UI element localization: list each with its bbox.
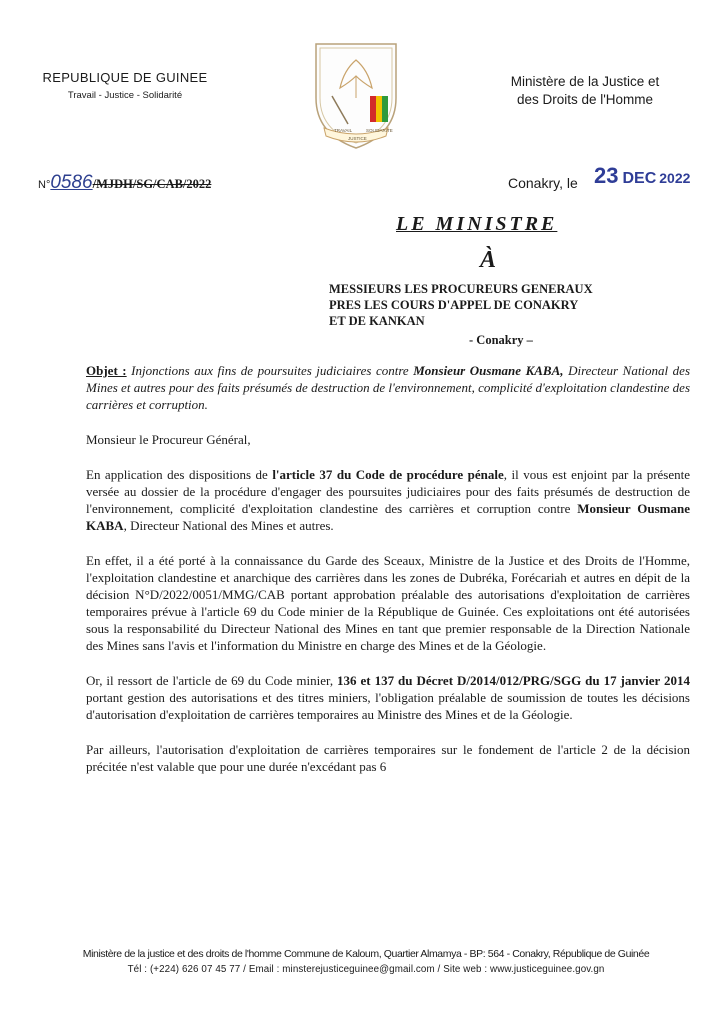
emblem-text-center: JUSTICE <box>348 136 367 141</box>
country-name: REPUBLIQUE DE GUINEE <box>42 70 208 85</box>
recipient-line-1: MESSIEURS LES PROCUREURS GENERAUX <box>329 282 593 296</box>
emblem-text-right: SOLIDARITE <box>366 128 393 133</box>
p3-bold-decree: 136 et 137 du Décret D/2014/012/PRG/SGG du 17 janvier 2014 <box>337 673 691 688</box>
reference-number <box>38 172 211 194</box>
objet-label: Objet : <box>86 363 127 378</box>
reference-suffix: /MJDH/SG/CAB/2022 <box>92 177 212 191</box>
reference-handwritten-number: 0586 <box>50 172 93 193</box>
reference-prefix: N° <box>38 179 51 191</box>
to-word: À <box>480 247 497 273</box>
recipient-city: - Conakry – <box>469 333 533 347</box>
p1-text-3: , Directeur National des Mines et autres. <box>123 518 334 533</box>
p3-text-1: Or, il ressort de l'article de 69 du Code minier, <box>86 673 334 688</box>
date-stamp-year: 2022 <box>659 170 691 186</box>
place-label: Conakry, le <box>508 175 578 191</box>
date-stamp-month: DEC <box>622 170 657 187</box>
paragraph-1 <box>86 466 690 534</box>
date-stamp <box>594 163 690 189</box>
objet-paragraph <box>86 362 690 413</box>
recipient-block <box>329 281 593 348</box>
objet-name: Monsieur Ousmane KABA, <box>413 363 564 378</box>
footer-address: Ministère de la justice et des droits de l'homme Commune de Kaloum, Quartier Almamya - BP: 564 - Conakry, République de Guinée <box>82 948 650 960</box>
paragraph-3 <box>86 672 690 723</box>
coat-of-arms-emblem <box>304 36 408 154</box>
recipient-line-3: ET DE KANKAN <box>329 314 425 328</box>
date-stamp-day: 23 <box>594 163 619 188</box>
objet-text-1: Injonctions aux fins de poursuites judiciaires contre <box>131 363 409 378</box>
coat-of-arms-icon <box>304 36 408 154</box>
national-motto: Travail - Justice - Solidarité <box>67 90 183 101</box>
p1-text-1: En application des dispositions de <box>86 467 268 482</box>
letter-body <box>86 362 690 793</box>
p3-text-2: portant gestion des autorisations et des titres miniers, l'obligation préalable de soumission de toutes les décisions d'autorisation d'exploitation de carrières temporaires au Ministre des Mines et de la Géologie. <box>86 690 690 722</box>
header-republic <box>30 70 220 101</box>
p1-text-2: , il vous est enjoint par la présente versée au dossier de la procédure d'engager des poursuites judiciaires pour des faits présumés de destruction de l'environnement, complicité d'exploitation clandestine des carrières et corruption contre <box>86 467 691 516</box>
paragraph-4: Par ailleurs, l'autorisation d'exploitation de carrières temporaires sur le fondement de l'article 2 de la décision précitée n'est valable que pour une durée n'excédant pas 6 <box>86 742 690 774</box>
emblem-text-left: TRAVAIL <box>334 128 353 133</box>
paragraph-2: En effet, il a été porté à la connaissance du Garde des Sceaux, Ministre de la Justice et des Droits de l'Homme, l'exploitation clandestine et anarchique des carrières dans les zones de Dubréka, Forécariah et autres en dépit de la décision N°D/2022/0051/MMG/CAB portant approbation préalable des autorisations d'exploitation de carrières temporaires prévue à l'article 69 du Code minier de la République de Guinée. Ces exploitations ont été autorisées sous la responsabilité du Directeur National des Mines en tant que premier responsable de la Direction Nationale des Mines sans l'avis et l'information du Ministre en charge des Mines et de la Géologie. <box>86 553 690 653</box>
p1-bold-article: l'article 37 du Code de procédure pénale <box>272 467 504 482</box>
footer-contact: Tél : (+224) 626 07 45 77 / Email : minsterejusticeguinee@gmail.com / Site web : www.justiceguinee.gov.gn <box>127 964 605 975</box>
ministry-line-1: Ministère de la Justice et <box>510 74 660 89</box>
recipient-line-2: PRES LES COURS D'APPEL DE CONAKRY <box>329 298 579 312</box>
objet-text-2: Directeur National des Mines et autres pour des faits présumés de destruction de l'environnement, complicité d'exploitation clandestine des carrières et corruption. <box>86 363 691 412</box>
header-ministry <box>470 73 700 109</box>
p1-bold-name: Monsieur Ousmane KABA <box>86 501 691 533</box>
sender-title: LE MINISTRE <box>396 213 558 235</box>
salutation: Monsieur le Procureur Général, <box>86 432 251 447</box>
ministry-line-2: des Droits de l'Homme <box>516 92 654 107</box>
letterhead-footer <box>36 948 696 975</box>
